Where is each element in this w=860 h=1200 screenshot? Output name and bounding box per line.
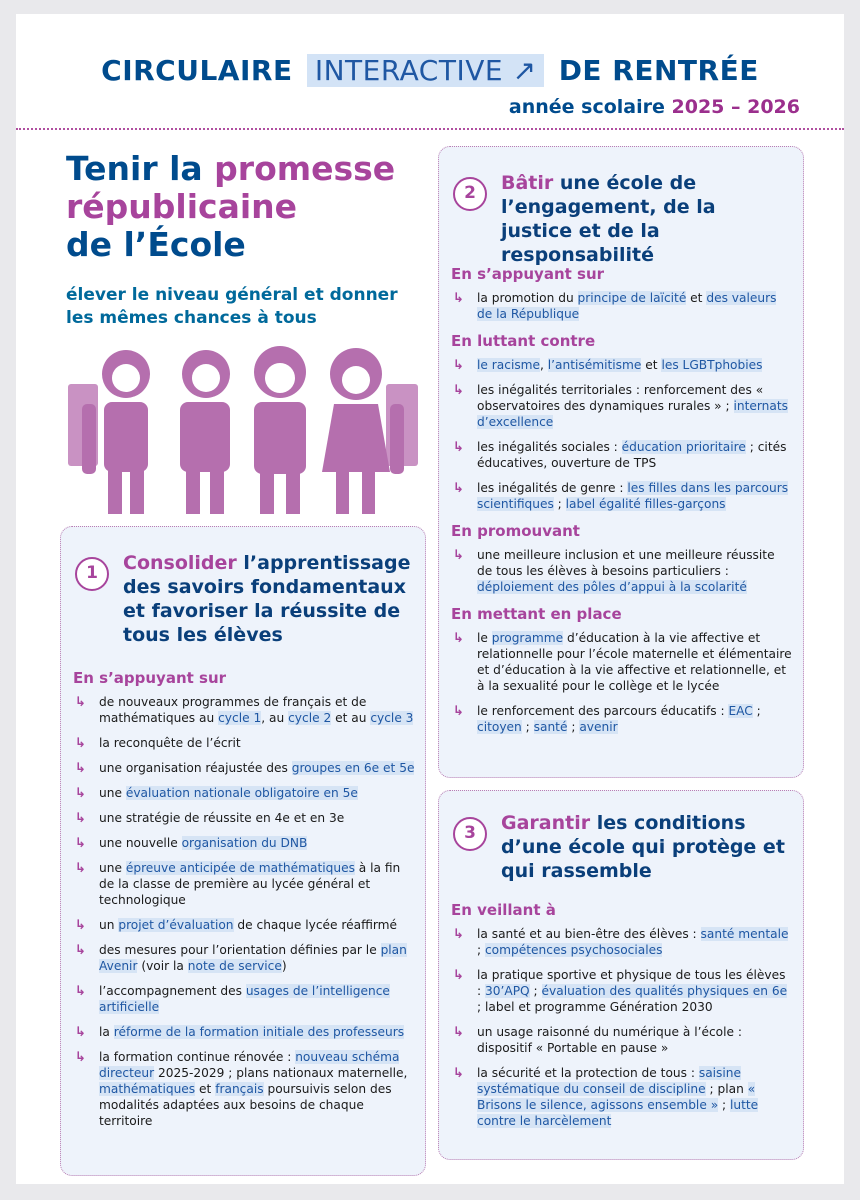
resource-link[interactable]: nouveau schéma directeur [99,1050,400,1080]
list-item [451,439,793,471]
panel-title-verb: Consolider [123,552,237,574]
resource-link[interactable]: projet d’évaluation [118,918,234,932]
item-text: et [641,358,662,372]
section-heading: En mettant en place [451,605,622,623]
panel-title-verb: Bâtir [501,172,554,194]
item-text: ; [752,704,761,718]
list-item [73,983,415,1015]
arrow-hook-icon: ↳ [453,383,464,398]
arrow-hook-icon: ↳ [75,943,86,958]
resource-link[interactable]: santé [533,720,568,734]
item-text: la formation continue rénovée : [99,1050,296,1064]
item-text: un [99,918,119,932]
item-text: ; [567,720,580,734]
resource-link[interactable]: EAC [728,704,753,718]
list-item [73,835,415,851]
arrow-hook-icon: ↳ [75,861,86,876]
resource-link[interactable]: les LGBTphobies [661,358,763,372]
item-text: ) [281,959,287,973]
panel-title-rest: une école de l’engagement, de la justice et de la responsabilité [501,172,716,266]
item-text: le [477,631,492,645]
item-text: poursuivis selon des modalités adaptées aux besoins de chaque territoire [99,1082,392,1128]
arrow-hook-icon: ↳ [453,704,464,719]
list-item [451,703,793,735]
resource-link[interactable]: organisation du DNB [181,836,308,850]
arrow-hook-icon: ↳ [453,440,464,455]
list-item [451,382,793,430]
section [451,332,793,512]
resource-link[interactable]: saisine systématique du conseil de discipline [477,1066,742,1096]
section-number: 2 [453,177,487,211]
interactive-label[interactable]: INTERACTIVE ↗ [307,54,545,87]
item-text: une nouvelle [99,836,182,850]
section-number: 3 [453,817,487,851]
list-item [73,760,415,776]
item-text: ; [529,984,542,998]
panel-title [501,811,791,883]
item-text: de nouveaux programmes de français et de mathématiques au [99,695,367,725]
resource-link[interactable]: principe de laïcité [577,291,687,305]
divider [16,128,844,130]
list-item [451,967,793,1015]
resource-link[interactable]: avenir [579,720,618,734]
arrow-hook-icon: ↳ [75,811,86,826]
arrow-hook-icon: ↳ [453,631,464,646]
resource-link[interactable]: note de service [187,959,282,973]
list-item [73,735,415,751]
list-item [73,810,415,826]
section-heading: En luttant contre [451,332,596,350]
panel-title [501,171,791,267]
panel-title [123,551,413,647]
list-item [451,1024,793,1056]
arrow-hook-icon: ↳ [75,1050,86,1065]
section [451,265,793,322]
item-text: ; plan [705,1082,748,1096]
item-text: à la fin de la classe de première au lycée général et technologique [99,861,401,907]
item-text: ; cités éducatives, ouverture de TPS [477,440,787,470]
resource-link[interactable]: cycle 3 [370,711,414,725]
title-prefix: CIRCULAIRE [101,54,293,87]
item-text: les inégalités sociales : [477,440,622,454]
arrow-hook-icon: ↳ [453,968,464,983]
item-text: ; [521,720,534,734]
resource-link[interactable]: santé mentale [700,927,789,941]
item-text: la [99,1025,114,1039]
panel2-sections [451,265,793,745]
list-item [451,630,793,694]
resource-link[interactable]: citoyen [477,720,522,734]
section-heading: En promouvant [451,522,580,540]
item-list [451,547,793,595]
resource-link[interactable]: cycle 2 [288,711,332,725]
item-text: une [99,861,126,875]
resource-link[interactable]: français [215,1082,264,1096]
panel-title-verb: Garantir [501,812,591,834]
list-item [451,357,793,373]
list-item [73,785,415,801]
item-text: la sécurité et la protection de tous : [477,1066,699,1080]
list-item [451,480,793,512]
item-text: ; label et programme Génération 2030 [477,1000,713,1014]
item-list [451,357,793,512]
item-text: la pratique sportive et physique de tous les élèves : [477,968,786,998]
resource-link[interactable]: « Brisons le silence, agissons ensemble » [477,1082,756,1112]
arrow-hook-icon: ↳ [75,918,86,933]
item-text: le renforcement des parcours éducatifs : [477,704,729,718]
item-text: une meilleure inclusion et une meilleure réussite de tous les élèves à besoins particuliers : [477,548,775,578]
resource-link[interactable]: compétences psychosociales [484,943,663,957]
resource-link[interactable]: internats d’excellence [477,399,789,429]
arrow-hook-icon: ↳ [75,695,86,710]
item-list [451,630,793,735]
hero-line1a: Tenir la [66,149,203,188]
panel-protection [438,790,804,1160]
item-text: la reconquête de l’écrit [99,736,241,750]
panel-engagement [438,146,804,778]
school-year-value: 2025 – 2026 [671,96,800,118]
arrow-hook-icon: ↳ [453,1066,464,1081]
section-heading: En s’appuyant sur [451,265,605,283]
resource-link[interactable]: cycle 1 [218,711,262,725]
item-text: une organisation réajustée des [99,761,292,775]
resource-link[interactable]: lutte contre le harcèlement [477,1098,759,1128]
resource-link[interactable]: usages de l’intelligence artificielle [99,984,390,1014]
item-text: et [686,291,707,305]
title-suffix: DE RENTRÉE [558,54,759,87]
hero-line1b: promesse [214,149,396,188]
list-item [451,290,793,322]
resource-link[interactable]: évaluation nationale obligatoire en 5e [125,786,358,800]
panel-title-rest: les conditions d’une école qui protège et qui rassemble [501,812,785,882]
resource-link[interactable]: mathématiques [99,1082,196,1096]
panel-title-rest: l’apprentissage des savoirs fondamentaux et favoriser la réussite de tous les élèves [123,552,411,646]
item-list [73,694,415,1129]
hero-title [66,150,426,264]
hero-line2: républicaine [66,187,298,226]
section-heading: En s’appuyant sur [73,669,227,687]
resource-link[interactable]: programme [491,631,564,645]
arrow-hook-icon: ↳ [75,1025,86,1040]
item-text: une stratégie de réussite en 4e et en 3e [99,811,345,825]
resource-link[interactable]: les filles dans les parcours scientifiques [477,481,789,511]
page-title [16,54,844,87]
arrow-hook-icon: ↳ [453,927,464,942]
panel-fondamentaux [60,526,426,1176]
item-text: ; [553,497,566,511]
item-text: , [540,358,548,372]
resource-link[interactable]: groupes en 6e et 5e [291,761,415,775]
school-year-label: année scolaire [508,96,665,118]
arrow-hook-icon: ↳ [75,984,86,999]
resource-link[interactable]: éducation prioritaire [621,440,746,454]
item-text: une [99,786,126,800]
resource-link[interactable]: réforme de la formation initiale des professeurs [113,1025,405,1039]
resource-link[interactable]: l’antisémitisme [547,358,642,372]
arrow-hook-icon: ↳ [453,1025,464,1040]
hero-line3: de l’École [66,225,246,264]
arrow-hook-icon: ↳ [453,481,464,496]
item-text: et [195,1082,216,1096]
item-text: un usage raisonné du numérique à l’école : dispositif « Portable en pause » [477,1025,742,1055]
arrow-hook-icon: ↳ [75,761,86,776]
resource-link[interactable]: plan Avenir [99,943,407,973]
circular-page [16,14,844,1184]
section-number: 1 [75,557,109,591]
section [451,522,793,595]
item-text: ; [477,943,485,957]
resource-link[interactable]: déploiement des pôles d’appui à la scolarité [477,580,747,594]
arrow-hook-icon: ↳ [75,836,86,851]
arrow-hook-icon: ↳ [75,786,86,801]
resource-link[interactable]: épreuve anticipée de mathématiques [125,861,355,875]
item-text: les inégalités de genre : [477,481,628,495]
resource-link[interactable]: le racisme [477,358,541,372]
item-text: et au [331,711,371,725]
arrow-hook-icon: ↳ [75,736,86,751]
list-item [451,1065,793,1129]
item-text: (voir la [137,959,188,973]
item-list [451,290,793,322]
list-item [73,942,415,974]
item-text: de chaque lycée réaffirmé [233,918,398,932]
list-item [451,547,793,595]
item-text: 2025-2029 ; plans nationaux maternelle, [154,1066,408,1080]
children-group-icon [68,344,418,514]
item-text: ; [718,1098,731,1112]
school-year [509,96,800,118]
list-item [451,926,793,958]
resource-link[interactable]: évaluation des qualités physiques en 6e [541,984,788,998]
list-item [73,917,415,933]
resource-link[interactable]: label égalité filles-garçons [565,497,726,511]
item-text: les inégalités territoriales : renforcement des « observatoires des dynamiques rurales » ; [477,383,764,413]
arrow-hook-icon: ↳ [453,548,464,563]
list-item [73,860,415,908]
arrow-hook-icon: ↳ [453,291,464,306]
resource-link[interactable]: des valeurs de la République [477,291,777,321]
list-item [73,1024,415,1040]
item-text: la promotion du [477,291,578,305]
item-text: d’éducation à la vie affective et relationnelle pour l’école maternelle et élémentaire et d’éducation à la vie affective et relationnelle, et à la sexualité pour le collège et le lycée [477,631,792,693]
section-heading: En veillant à [451,901,556,919]
resource-link[interactable]: 30’APQ [484,984,530,998]
list-item [73,1049,415,1129]
section [451,605,793,735]
item-text: la santé et au bien-être des élèves : [477,927,701,941]
arrow-hook-icon: ↳ [453,358,464,373]
item-text: des mesures pour l’orientation définies par le [99,943,381,957]
item-list [451,926,793,1129]
item-text: l’accompagnement des [99,984,246,998]
hero-subtitle: élever le niveau général et donner les mêmes chances à tous [66,285,398,328]
list-item [73,694,415,726]
item-text: , au [261,711,289,725]
